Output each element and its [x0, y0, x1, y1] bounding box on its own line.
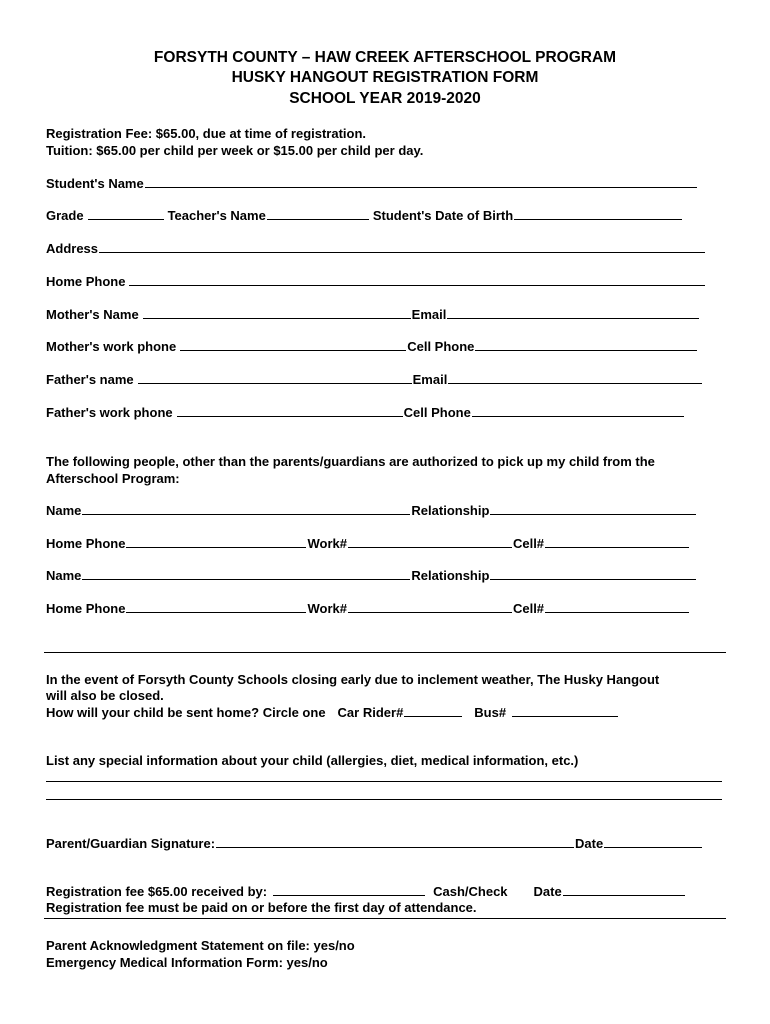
- pickup2-work-label: Work#: [307, 601, 347, 616]
- student-name-label: Student's Name: [46, 176, 144, 191]
- pickup2-relationship-field[interactable]: [490, 567, 696, 580]
- form-title-line1: FORSYTH COUNTY – HAW CREEK AFTERSCHOOL PROGRAM: [153, 49, 617, 66]
- father-name-label: Father's name: [46, 372, 134, 387]
- pickup1-name-label: Name: [46, 503, 82, 518]
- pickup2-name-row: [46, 567, 697, 584]
- pickup1-home-phone-label: Home Phone: [46, 536, 126, 551]
- mother-work-field[interactable]: [180, 338, 406, 351]
- pickup2-name-field[interactable]: [82, 567, 410, 580]
- pickup1-phone-row: [46, 535, 690, 552]
- pickup-intro-line1: The following people, other than the parents/guardians are authorized to pick up my child from the: [46, 454, 655, 469]
- pickup1-name-field[interactable]: [82, 502, 410, 515]
- father-email-field[interactable]: [448, 371, 702, 384]
- mother-cell-label: Cell Phone: [407, 339, 475, 354]
- fee-date-label: Date: [533, 884, 562, 899]
- transport-row: [46, 704, 619, 721]
- father-work-row: [46, 404, 685, 421]
- pickup2-home-phone-field[interactable]: [126, 600, 306, 613]
- signature-label: Parent/Guardian Signature:: [46, 836, 216, 851]
- teacher-name-label: Teacher's Name: [167, 208, 266, 223]
- office-divider: [44, 918, 726, 919]
- cash-check-label: Cash/Check: [433, 884, 508, 899]
- father-cell-field[interactable]: [472, 404, 684, 417]
- father-cell-label: Cell Phone: [403, 405, 471, 420]
- bus-field[interactable]: [512, 704, 618, 717]
- weather-text-line2: will also be closed.: [46, 688, 164, 703]
- fee-received-row: [46, 883, 686, 900]
- dob-label: Student's Date of Birth: [372, 208, 514, 223]
- father-name-row: [46, 371, 703, 388]
- pickup1-relationship-label: Relationship: [411, 503, 490, 518]
- tuition-text: Tuition: $65.00 per child per week or $15.00 per child per day.: [46, 143, 424, 158]
- mother-work-label: Mother's work phone: [46, 339, 177, 354]
- pickup2-cell-field[interactable]: [545, 600, 689, 613]
- student-name-field[interactable]: [145, 175, 697, 188]
- pickup1-name-row: [46, 502, 697, 519]
- pickup2-cell-label: Cell#: [512, 601, 545, 616]
- dob-field[interactable]: [514, 207, 682, 220]
- ack-statement-text: Parent Acknowledgment Statement on file: yes/no: [46, 938, 355, 953]
- special-info-line-2[interactable]: [46, 799, 722, 800]
- mother-email-field[interactable]: [447, 306, 699, 319]
- father-name-field[interactable]: [138, 371, 412, 384]
- pickup1-work-field[interactable]: [348, 535, 512, 548]
- mother-name-row: [46, 306, 700, 323]
- father-email-label: Email: [412, 372, 448, 387]
- section-divider: [44, 652, 726, 653]
- teacher-name-field[interactable]: [267, 207, 369, 220]
- address-field[interactable]: [99, 240, 705, 253]
- mother-email-label: Email: [411, 307, 447, 322]
- grade-row: [46, 207, 683, 224]
- mother-cell-field[interactable]: [475, 338, 697, 351]
- weather-text-line1: In the event of Forsyth County Schools closing early due to inclement weather, The Husky Hangout: [46, 672, 660, 687]
- pickup2-phone-row: [46, 600, 690, 617]
- pickup1-work-label: Work#: [307, 536, 347, 551]
- form-title-line3: SCHOOL YEAR 2019-2020: [289, 90, 481, 107]
- father-work-field[interactable]: [177, 404, 403, 417]
- fee-received-field[interactable]: [273, 883, 425, 896]
- car-rider-field[interactable]: [404, 704, 462, 717]
- mother-name-label: Mother's Name: [46, 307, 139, 322]
- car-rider-label: Car Rider#: [337, 705, 404, 720]
- special-info-label: List any special information about your child (allergies, diet, medical information, etc.): [46, 753, 579, 768]
- pickup2-work-field[interactable]: [348, 600, 512, 613]
- home-phone-label: Home Phone: [46, 274, 126, 289]
- pickup2-home-phone-label: Home Phone: [46, 601, 126, 616]
- emergency-form-text: Emergency Medical Information Form: yes/no: [46, 955, 328, 970]
- bus-label: Bus#: [474, 705, 507, 720]
- fee-date-field[interactable]: [563, 883, 685, 896]
- pickup2-relationship-label: Relationship: [411, 568, 490, 583]
- pickup1-home-phone-field[interactable]: [126, 535, 306, 548]
- pickup1-cell-field[interactable]: [545, 535, 689, 548]
- student-name-row: [46, 175, 698, 192]
- form-title-line2: HUSKY HANGOUT REGISTRATION FORM: [231, 69, 539, 86]
- special-info-line-1[interactable]: [46, 781, 722, 782]
- mother-name-field[interactable]: [143, 306, 411, 319]
- pickup2-name-label: Name: [46, 568, 82, 583]
- signature-row: [46, 835, 703, 852]
- home-phone-field[interactable]: [129, 273, 705, 286]
- address-label: Address: [46, 241, 99, 256]
- pickup1-relationship-field[interactable]: [490, 502, 696, 515]
- grade-field[interactable]: [88, 207, 164, 220]
- father-work-label: Father's work phone: [46, 405, 173, 420]
- signature-date-label: Date: [575, 836, 604, 851]
- registration-fee-text: Registration Fee: $65.00, due at time of registration.: [46, 126, 367, 141]
- fee-received-label: Registration fee $65.00 received by:: [46, 884, 268, 899]
- home-phone-row: [46, 273, 706, 290]
- grade-label: Grade: [46, 208, 84, 223]
- signature-field[interactable]: [216, 835, 574, 848]
- pickup-intro-line2: Afterschool Program:: [46, 471, 180, 486]
- mother-work-row: [46, 338, 698, 355]
- transport-question: How will your child be sent home? Circle one: [46, 705, 326, 720]
- signature-date-field[interactable]: [604, 835, 702, 848]
- address-row: [46, 240, 706, 257]
- fee-deadline-text: Registration fee must be paid on or before the first day of attendance.: [46, 900, 477, 915]
- pickup1-cell-label: Cell#: [512, 536, 545, 551]
